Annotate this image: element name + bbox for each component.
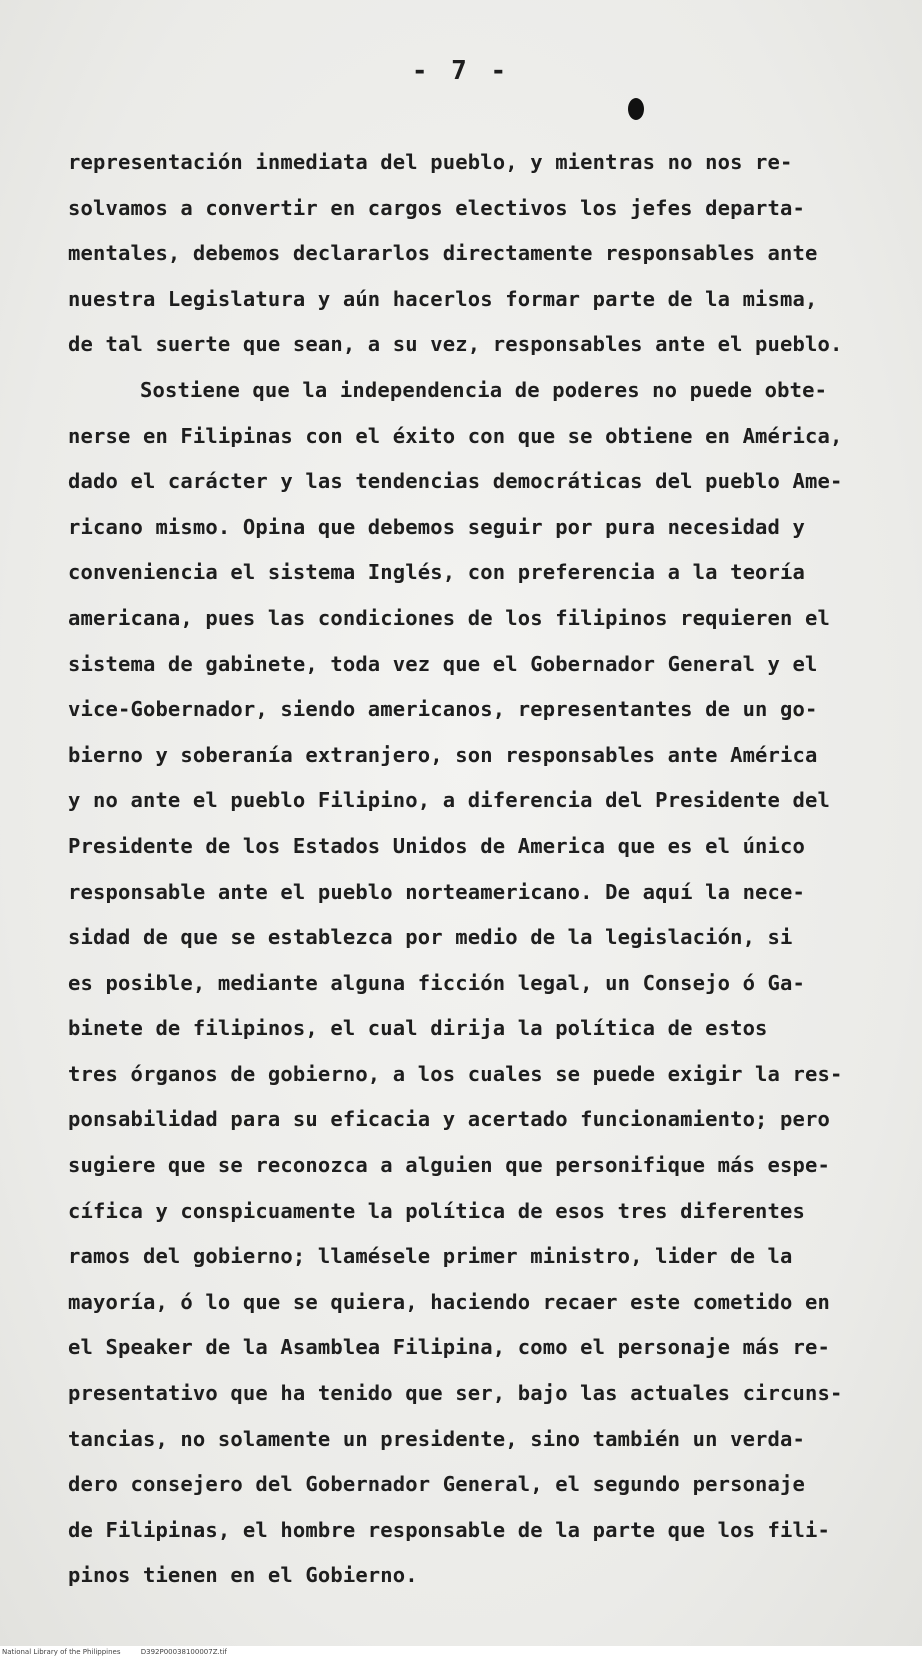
text-line: sidad de que se establezca por medio de la legislación, si: [68, 925, 793, 950]
text-line: ramos del gobierno; llamésele primer ministro, lider de la: [68, 1244, 793, 1269]
text-line: conveniencia el sistema Inglés, con preferencia a la teoría: [68, 560, 806, 585]
text-line: tres órganos de gobierno, a los cuales se puede exigir la res-: [68, 1061, 843, 1086]
text-line: solvamos a convertir en cargos electivos los jefes departa-: [68, 195, 806, 220]
text-line: dado el carácter y las tendencias democráticas del pueblo Ame-: [68, 469, 843, 494]
text-line: ponsabilidad para su eficacia y acertado funcionamiento; pero: [68, 1107, 831, 1132]
footer-library: National Library of the Philippines: [2, 1648, 121, 1656]
text-line: y no ante el pueblo Filipino, a diferencia del Presidente del: [68, 788, 831, 813]
footer-file-id: D392P00038100007Z.tif: [140, 1648, 227, 1656]
text-line: nuestra Legislatura y aún hacerlos formar parte de la misma,: [68, 286, 818, 311]
text-line: americana, pues las condiciones de los filipinos requieren el: [68, 605, 831, 630]
text-line: sugiere que se reconozca a alguien que personifique más espe-: [68, 1153, 831, 1178]
text-line: sistema de gabinete, toda vez que el Gobernador General y el: [68, 651, 818, 676]
text-line: mentales, debemos declararlos directamente responsables ante: [68, 241, 818, 266]
text-line: Sostiene que la independencia de poderes no puede obte-: [140, 377, 828, 402]
text-line: el Speaker de la Asamblea Filipina, como el personaje más re-: [68, 1335, 831, 1360]
text-line: mayoría, ó lo que se quiera, haciendo recaer este cometido en: [68, 1289, 831, 1314]
text-line: cífica y conspicuamente la política de esos tres diferentes: [68, 1198, 806, 1223]
text-line: nerse en Filipinas con el éxito con que se obtiene en América,: [68, 423, 843, 448]
page-number: - 7 -: [411, 56, 511, 86]
text-line: Presidente de los Estados Unidos de America que es el único: [68, 833, 806, 858]
text-line: de Filipinas, el hombre responsable de la parte que los fili-: [68, 1517, 831, 1542]
text-line: pinos tienen en el Gobierno.: [68, 1563, 418, 1588]
text-line: responsable ante el pueblo norteamericano. De aquí la nece-: [68, 879, 806, 904]
body-text: [68, 140, 898, 1599]
text-line: presentativo que ha tenido que ser, bajo las actuales circuns-: [68, 1381, 843, 1406]
text-line: vice-Gobernador, siendo americanos, representantes de un go-: [68, 697, 818, 722]
text-line: tancias, no solamente un presidente, sino también un verda-: [68, 1426, 806, 1451]
text-line: de tal suerte que sean, a su vez, responsables ante el pueblo.: [68, 332, 843, 357]
text-line: bierno y soberanía extranjero, son responsables ante América: [68, 742, 818, 767]
ink-blot: [628, 98, 644, 120]
text-line: ricano mismo. Opina que debemos seguir por pura necesidad y: [68, 514, 806, 539]
text-line: es posible, mediante alguna ficción legal, un Consejo ó Ga-: [68, 970, 806, 995]
text-line: dero consejero del Gobernador General, el segundo personaje: [68, 1472, 806, 1497]
text-line: binete de filipinos, el cual dirija la política de estos: [68, 1016, 768, 1041]
text-line: representación inmediata del pueblo, y mientras no nos re-: [68, 150, 793, 174]
scan-footer: [0, 1646, 922, 1658]
